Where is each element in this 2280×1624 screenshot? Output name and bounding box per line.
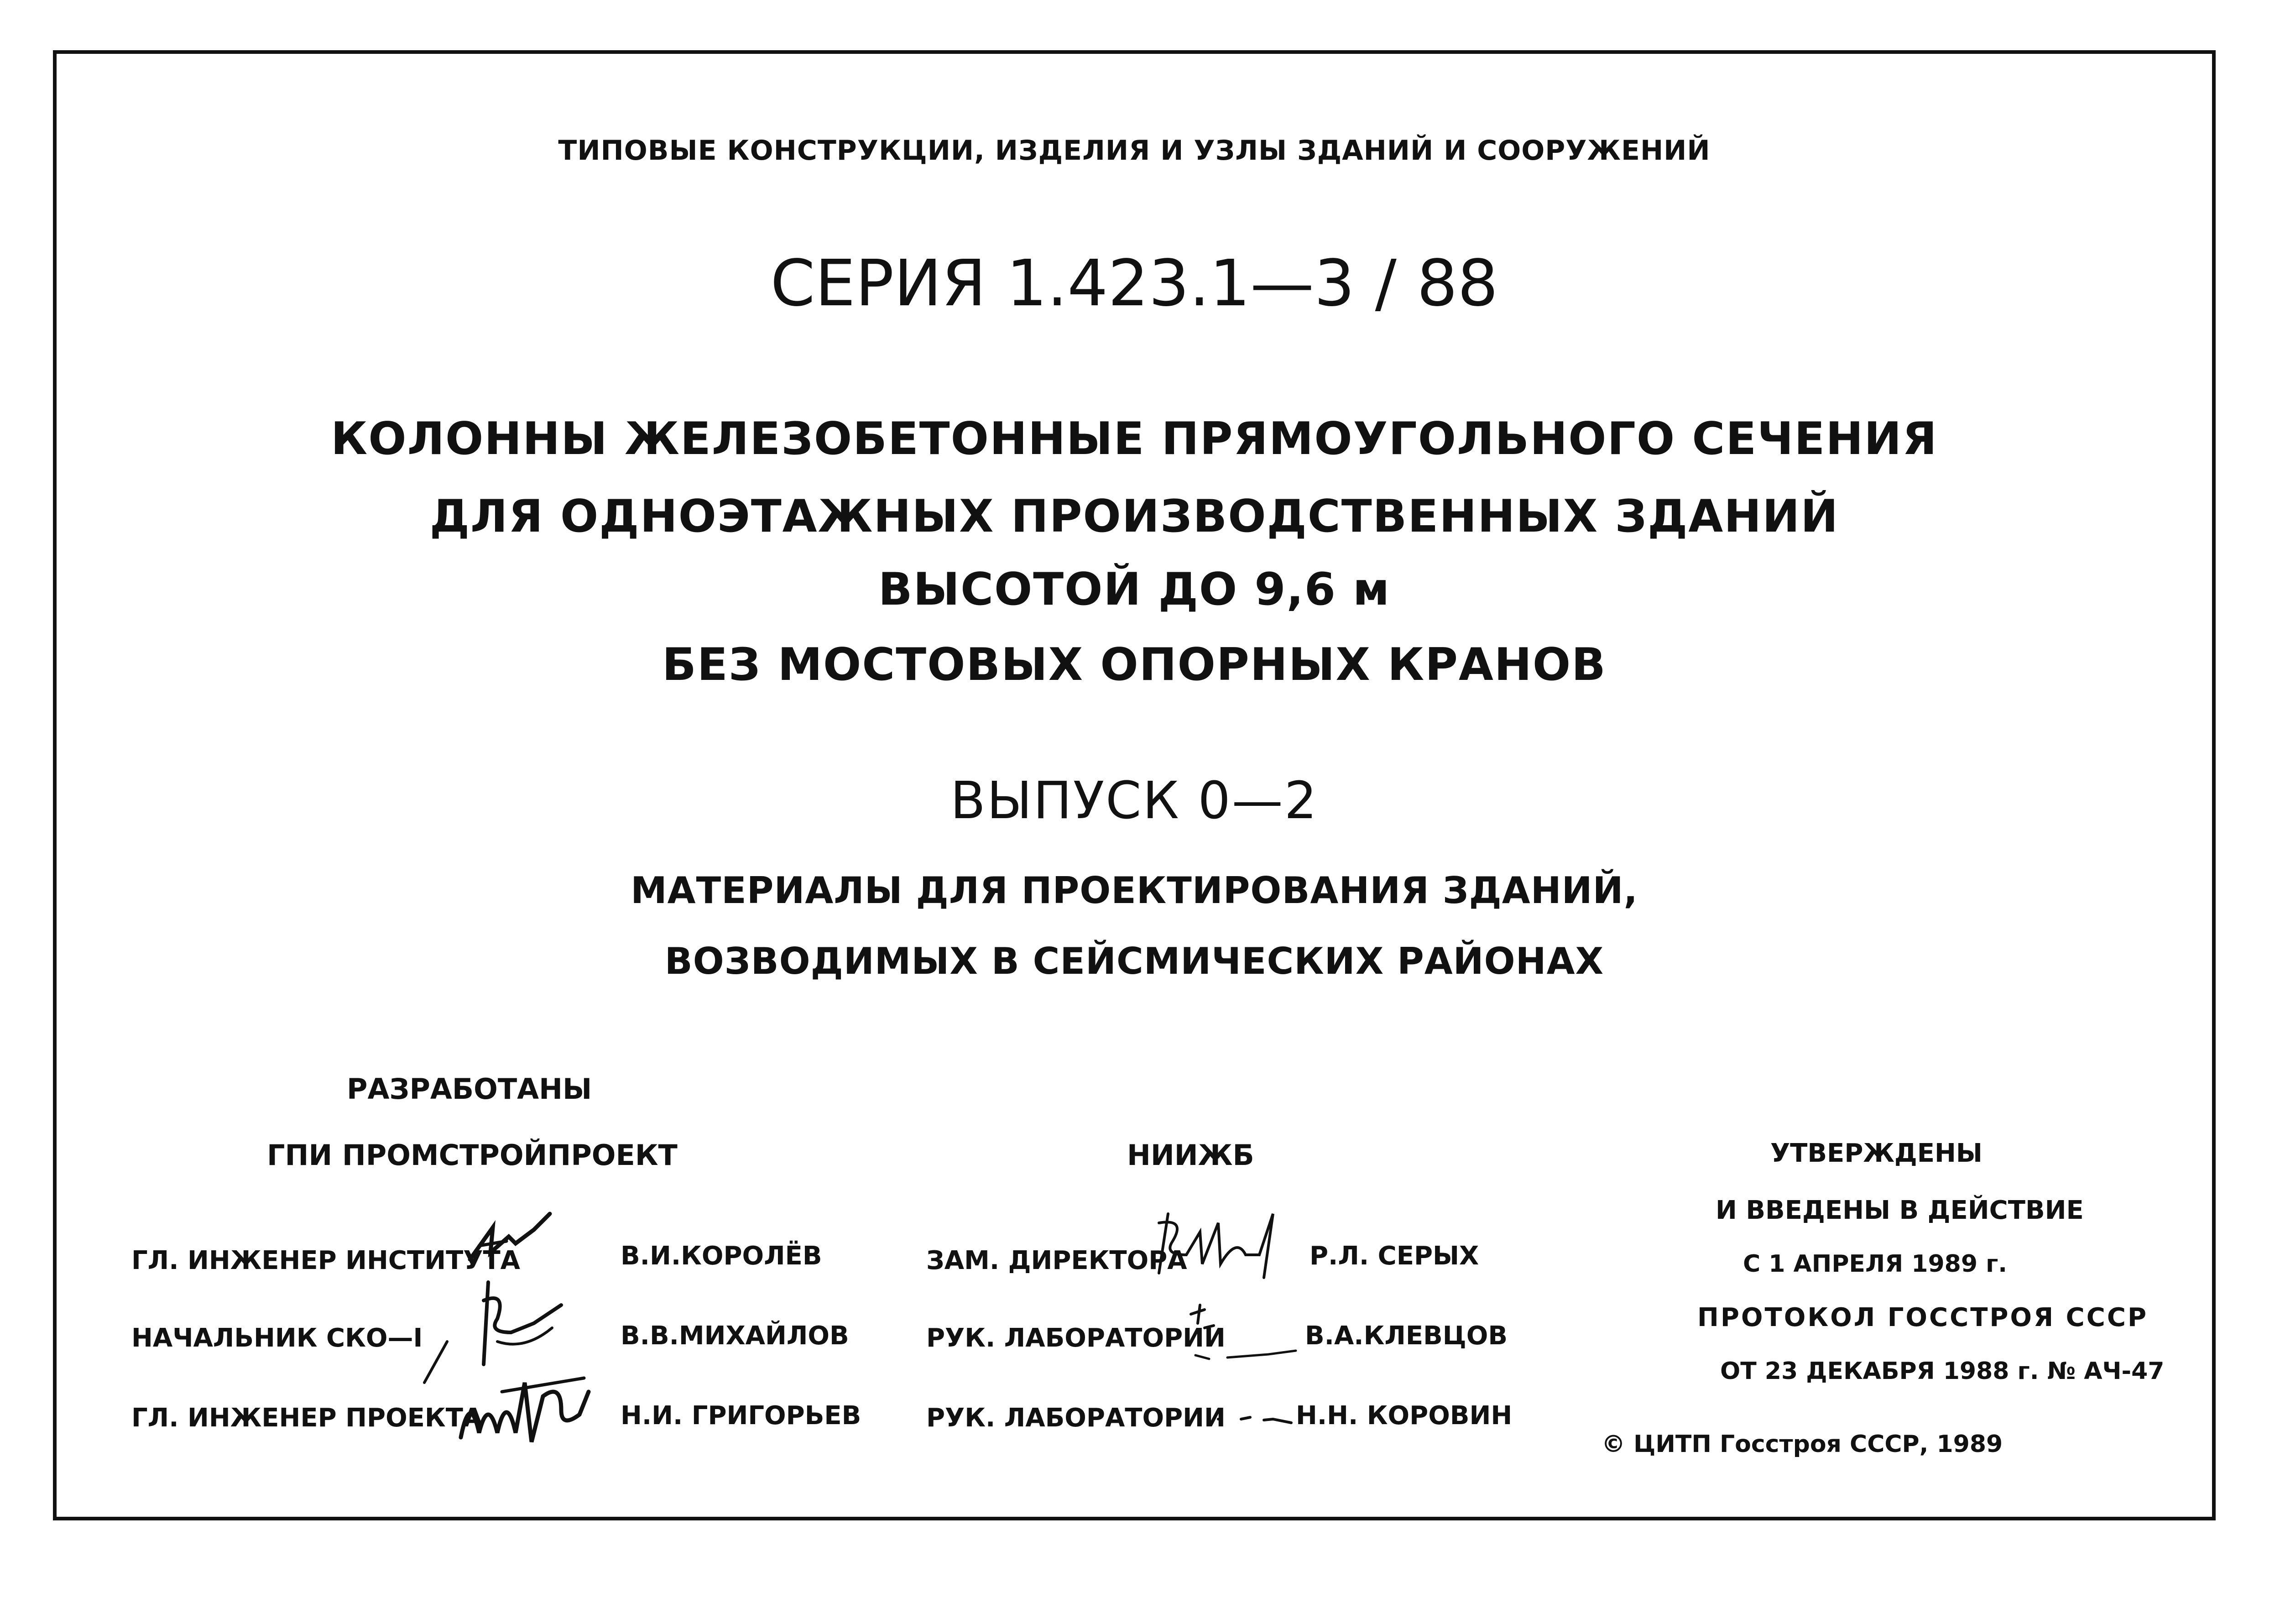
issue-subtitle-line-1: МАТЕРИАЛЫ ДЛЯ ПРОЕКТИРОВАНИЯ ЗДАНИЙ,	[631, 869, 1638, 912]
org1-position-1: ГЛ. ИНЖЕНЕР ИНСТИТУТА	[131, 1246, 520, 1275]
series-number: СЕРИЯ 1.423.1—3 / 88	[770, 246, 1498, 321]
org1-position-2: НАЧАЛЬНИК СКО—I	[131, 1323, 423, 1353]
copyright: © ЦИТП Госстроя СССР, 1989	[1602, 1431, 2003, 1458]
approval-line-5: ОТ 23 ДЕКАБРЯ 1988 г. № АЧ-47	[1720, 1358, 2165, 1385]
title-line-3: ВЫСОТОЙ ДО 9,6 м	[878, 564, 1391, 616]
title-line-1: КОЛОННЫ ЖЕЛЕЗОБЕТОННЫЕ ПРЯМОУГОЛЬНОГО СЕЧЕНИЯ	[331, 413, 1938, 465]
org2-position-3: РУК. ЛАБОРАТОРИИ	[926, 1403, 1226, 1433]
org1-name: ГПИ ПРОМСТРОЙПРОЕКТ	[267, 1138, 678, 1172]
org2-person-name-2: В.А.КЛЕВЦОВ	[1305, 1321, 1508, 1351]
collection-header: ТИПОВЫЕ КОНСТРУКЦИИ, ИЗДЕЛИЯ И УЗЛЫ ЗДАНИЙ И СООРУЖЕНИЙ	[558, 135, 1711, 167]
title-line-2: ДЛЯ ОДНОЭТАЖНЫХ ПРОИЗВОДСТВЕННЫХ ЗДАНИЙ	[429, 491, 1839, 543]
org2-person-name-3: Н.Н. КОРОВИН	[1296, 1401, 1513, 1431]
org2-position-1: ЗАМ. ДИРЕКТОРА	[926, 1246, 1187, 1275]
signature-korolev	[465, 1209, 557, 1278]
org1-position-3: ГЛ. ИНЖЕНЕР ПРОЕКТА	[131, 1403, 483, 1433]
signature-korovin	[1214, 1405, 1296, 1433]
approval-line-3: С 1 АПРЕЛЯ 1989 г.	[1743, 1250, 2008, 1278]
developers-heading: РАЗРАБОТАНЫ	[347, 1072, 592, 1106]
org2-person-name-1: Р.Л. СЕРЫХ	[1310, 1241, 1479, 1271]
approval-line-1: УТВЕРЖДЕНЫ	[1770, 1138, 1983, 1168]
org2-name: НИИЖБ	[1127, 1138, 1254, 1172]
org1-person-name-3: Н.И. ГРИГОРЬЕВ	[621, 1401, 861, 1431]
signature-klevtsov	[1177, 1300, 1310, 1369]
approval-line-2: И ВВЕДЕНЫ В ДЕЙСТВИЕ	[1716, 1196, 2084, 1225]
issue-label: ВЫПУСК 0—2	[950, 771, 1318, 830]
org1-person-name-1: В.И.КОРОЛЁВ	[621, 1241, 822, 1271]
approval-line-4: ПРОТОКОЛ ГОССТРОЯ СССР	[1697, 1303, 2148, 1332]
signature-grigoriev	[456, 1364, 593, 1456]
org1-person-name-2: В.В.МИХАЙЛОВ	[621, 1321, 849, 1351]
issue-subtitle-line-2: ВОЗВОДИМЫХ В СЕЙСМИЧЕСКИХ РАЙОНАХ	[664, 940, 1604, 982]
org2-position-2: РУК. ЛАБОРАТОРИИ	[926, 1323, 1226, 1353]
signature-serykh	[1150, 1205, 1287, 1282]
title-line-4: БЕЗ МОСТОВЫХ ОПОРНЫХ КРАНОВ	[662, 639, 1607, 691]
